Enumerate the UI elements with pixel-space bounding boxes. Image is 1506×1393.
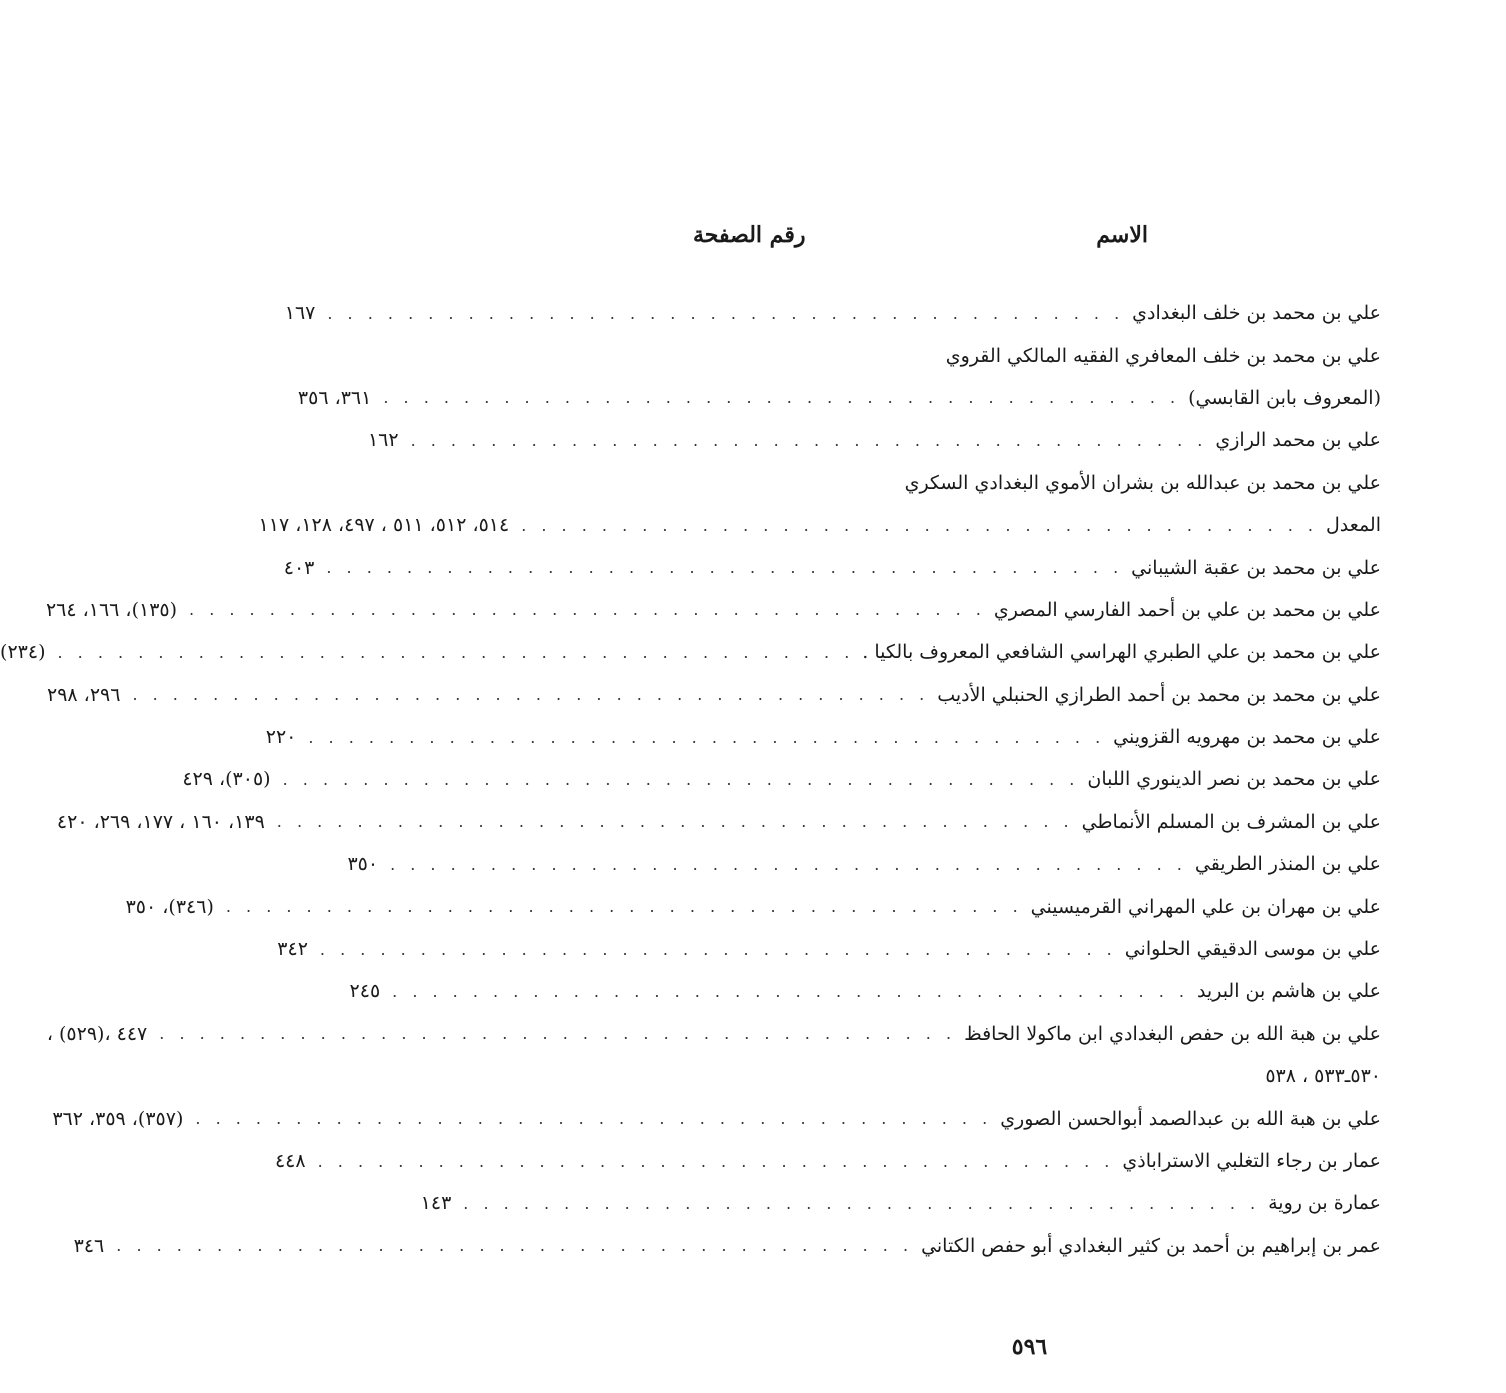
page-number-column-heading: رقم الصفحة — [693, 222, 806, 248]
index-entry — [47, 674, 1381, 716]
entry-name-cell — [403, 429, 1381, 451]
entry-page-numbers: ٣٤٦ — [73, 1234, 105, 1257]
index-entry — [46, 1013, 1381, 1055]
index-entry — [661, 462, 1381, 504]
entry-name-cell — [108, 1235, 1381, 1257]
dot-leader: . . . . . . . . . . . . . . . . . . . . . . . . . . . . . . . . . . . . . . . . — [383, 388, 1181, 408]
entry-page-numbers: ٢٢٠ — [265, 726, 297, 749]
entry-name: ٥٣٠ـ٥٣٣ ، ٥٣٨ — [1265, 1065, 1381, 1088]
entry-name-cell — [384, 980, 1381, 1002]
entry-page-numbers: ١٦٢ — [367, 429, 399, 452]
entry-page-numbers: (٣٠٥)، ٤٢٩ — [182, 768, 271, 791]
entry-name-cell — [218, 896, 1381, 918]
index-entry — [45, 589, 1381, 631]
dot-leader: . . . . . . . . . . . . . . . . . . . . . . . . . . . . . . . . . . . . . . . . — [390, 854, 1187, 874]
entry-name: علي بن هبة الله بن عبدالصمد أبوالحسن الصوري — [1000, 1107, 1381, 1130]
entry-name-cell — [851, 472, 1381, 494]
dot-leader: . . . . . . . . . . . . . . . . . . . . . . . . . . . . . . . . . . . . . . . . — [276, 812, 1074, 832]
entry-page-numbers: ١٤٣ — [420, 1192, 452, 1215]
entry-name-cell — [181, 599, 1381, 621]
index-entry — [661, 334, 1381, 376]
entry-name-cell — [851, 345, 1381, 367]
index-entry — [420, 1182, 1381, 1224]
dot-leader: . . . . . . . . . . . . . . . . . . . . . . . . . . . . . . . . . . . . . . . . — [57, 642, 855, 662]
entry-name-cell — [124, 684, 1381, 706]
index-entry — [277, 928, 1381, 970]
index-entry — [56, 801, 1381, 843]
entry-name: علي بن هاشم بن البريد — [1196, 980, 1381, 1003]
entry-page-numbers: (٢٣٤) — [0, 641, 46, 664]
index-entry — [125, 885, 1381, 927]
index-entries-list — [0, 292, 1381, 1267]
index-entry — [661, 1055, 1381, 1097]
dot-leader: . . . . . . . . . . . . . . . . . . . . . . . . . . . . . . . . . . . . . . . . — [225, 897, 1023, 917]
dot-leader: . . . . . . . . . . . . . . . . . . . . . . . . . . . . . . . . . . . . . . . . — [116, 1236, 914, 1256]
index-entry — [283, 546, 1381, 588]
page-number: ٥٩٦ — [1011, 1334, 1048, 1360]
entry-name: علي بن المشرف بن المسلم الأنماطي — [1081, 810, 1381, 833]
entry-page-numbers: ٢٩٦، ٢٩٨ — [47, 683, 121, 706]
index-entry — [284, 292, 1381, 334]
index-entry — [52, 1097, 1381, 1139]
index-entry — [182, 758, 1381, 800]
entry-page-numbers: (٣٥٧)، ٣٥٩، ٣٦٢ — [52, 1107, 184, 1130]
column-header — [693, 222, 1148, 262]
index-entry — [274, 1140, 1381, 1182]
entry-page-numbers: ٥١٤، ٥١٢، ٥١١ ، ٤٩٧، ١٢٨، ١١٧ — [258, 514, 510, 537]
entry-name: علي بن هبة الله بن حفص البغدادي ابن ماكولا الحافظ — [964, 1022, 1381, 1045]
entry-page-numbers: ٤٤٨ — [274, 1150, 306, 1172]
entry-name-cell — [50, 641, 1382, 663]
entry-name: علي بن محمد بن محمد بن أحمد الطرازي الحنبلي الأديب — [937, 683, 1381, 706]
index-entry — [0, 631, 1381, 673]
entry-name: علي بن محمد الرازي — [1215, 429, 1381, 452]
entry-name-cell — [312, 938, 1381, 960]
entry-name-cell — [851, 1065, 1381, 1087]
entry-name: علي بن محمد بن عقبة الشيباني — [1131, 556, 1381, 579]
entry-page-numbers: ٣٤٢ — [277, 938, 308, 961]
dot-leader: . . . . . . . . . . . . . . . . . . . . . . . . . . . . . . . . . . . . . . . . — [189, 600, 986, 620]
index-entry — [73, 1225, 1381, 1267]
entry-page-numbers: (٣٤٦)، ٣٥٠ — [125, 895, 214, 918]
entry-name-cell — [382, 853, 1381, 875]
entry-name: علي بن محمد بن عبدالله بن بشران الأموي البغدادي السكري — [904, 471, 1381, 494]
entry-name-cell — [319, 302, 1381, 324]
entry-page-numbers: ٣٥٠ — [347, 853, 379, 876]
entry-name: عمارة بن روية — [1268, 1192, 1381, 1215]
dot-leader: . . . . . . . . . . . . . . . . . . . . . . . . . . . . . . . . . . . . . . . . — [392, 981, 1189, 1001]
dot-leader: . . . . . . . . . . . . . . . . . . . . . . . . . . . . . . . . . . . . . . . . — [410, 430, 1208, 450]
index-entry — [367, 419, 1381, 461]
index-entry — [347, 843, 1381, 885]
entry-name-cell — [187, 1108, 1381, 1130]
entry-page-numbers: (١٣٥)، ١٦٦، ٢٦٤ — [45, 598, 178, 621]
entry-name: علي بن محمد بن خلف المعافري الفقيه المالكي القروي — [945, 344, 1381, 367]
dot-leader: . . . . . . . . . . . . . . . . . . . . . . . . . . . . . . . . . . . . . . . . — [132, 685, 930, 705]
dot-leader: . . . . . . . . . . . . . . . . . . . . . . . . . . . . . . . . . . . . . . . . — [317, 1151, 1115, 1171]
entry-name-cell — [310, 1150, 1381, 1172]
entry-name: علي بن محمد بن علي الطبري الهراسي الشافعي المعروف بالكيا . — [862, 641, 1381, 664]
index-entry — [297, 377, 1381, 419]
entry-name-cell — [300, 726, 1381, 748]
entry-name: علي بن موسى الدقيقي الحلواني — [1124, 938, 1381, 961]
name-column-heading: الاسم — [1096, 222, 1148, 248]
dot-leader: . . . . . . . . . . . . . . . . . . . . . . . . . . . . . . . . . . . . . . . . — [282, 769, 1080, 789]
index-entry — [265, 716, 1381, 758]
entry-name: المعدل — [1326, 514, 1381, 537]
dot-leader: . . . . . . . . . . . . . . . . . . . . . . . . . . . . . . . . . . . . . . . . — [521, 515, 1318, 535]
entry-page-numbers: ٤٠٣ — [283, 556, 315, 579]
entry-name-cell — [151, 1023, 1381, 1045]
entry-name-cell — [318, 557, 1381, 579]
entry-name-cell — [513, 514, 1381, 536]
entry-name-cell — [375, 387, 1381, 409]
dot-leader: . . . . . . . . . . . . . . . . . . . . . . . . . . . . . . . . . . . . . . . . — [195, 1109, 993, 1129]
entry-page-numbers: ٤٤٧ ،(٥٢٩) ، — [46, 1022, 148, 1045]
entry-name: علي بن محمد بن نصر الدينوري اللبان — [1087, 768, 1381, 791]
entry-name: علي بن محمد بن مهرويه القزويني — [1113, 726, 1381, 749]
dot-leader: . . . . . . . . . . . . . . . . . . . . . . . . . . . . . . . . . . . . . . . . — [327, 303, 1125, 323]
dot-leader: . . . . . . . . . . . . . . . . . . . . . . . . . . . . . . . . . . . . . . . . — [308, 727, 1106, 747]
dot-leader: . . . . . . . . . . . . . . . . . . . . . . . . . . . . . . . . . . . . . . . . — [159, 1024, 957, 1044]
entry-name-cell — [455, 1192, 1381, 1214]
entry-name: علي بن المنذر الطريقي — [1194, 853, 1381, 876]
entry-name-cell — [269, 811, 1381, 833]
entry-page-numbers: ١٣٩، ١٦٠ ، ١٧٧، ٢٦٩، ٤٢٠ — [56, 810, 265, 833]
entry-name: علي بن مهران بن علي المهراني القرميسيني — [1030, 895, 1381, 918]
index-entry — [258, 504, 1381, 546]
entry-name: عمر بن إبراهيم بن أحمد بن كثير البغدادي أبو حفص الكتاني — [921, 1234, 1381, 1257]
index-entry — [349, 970, 1381, 1012]
dot-leader: . . . . . . . . . . . . . . . . . . . . . . . . . . . . . . . . . . . . . . . . — [326, 558, 1124, 578]
entry-name: عمار بن رجاء التغلبي الاستراباذي — [1122, 1150, 1381, 1172]
entry-name: علي بن محمد بن علي بن أحمد الفارسي المصري — [993, 598, 1381, 621]
entry-name-cell — [275, 768, 1381, 790]
dot-leader: . . . . . . . . . . . . . . . . . . . . . . . . . . . . . . . . . . . . . . . . — [319, 939, 1117, 959]
dot-leader: . . . . . . . . . . . . . . . . . . . . . . . . . . . . . . . . . . . . . . . . — [463, 1193, 1261, 1213]
entry-page-numbers: ٢٤٥ — [349, 980, 381, 1003]
entry-page-numbers: ١٦٧ — [284, 302, 316, 325]
entry-page-numbers: ٣٦١، ٣٥٦ — [297, 386, 372, 409]
entry-name: (المعروف بابن القابسي) — [1188, 386, 1381, 409]
entry-name: علي بن محمد بن خلف البغدادي — [1132, 302, 1381, 325]
